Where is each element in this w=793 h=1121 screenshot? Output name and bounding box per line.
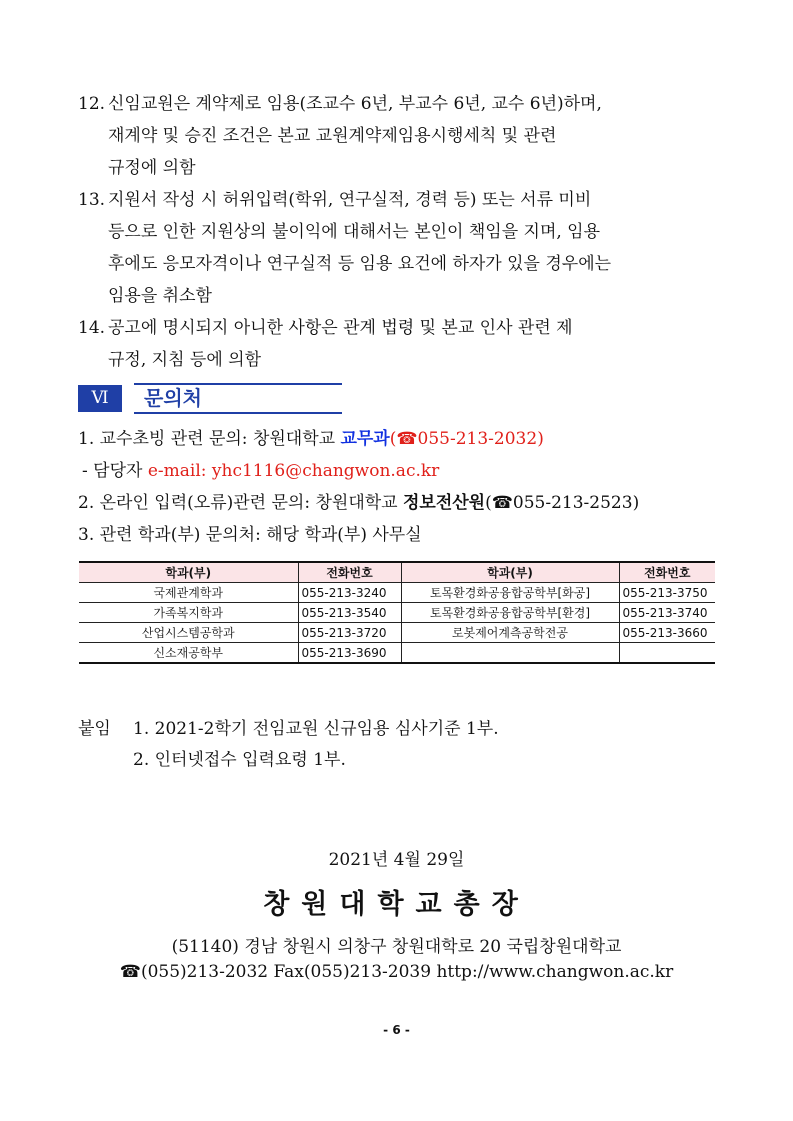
phone-cell: 055-213-3740 (619, 603, 715, 623)
department-cell: 토목환경화공융합공학부[화공] (401, 583, 619, 603)
issuer-contact: ☎(055)213-2032 Fax(055)213-2039 http://www.changwon.ac.kr (119, 962, 674, 982)
phone-cell (619, 643, 715, 664)
table-row (79, 643, 715, 664)
department-cell: 토목환경화공융합공학부[환경] (401, 603, 619, 623)
page-number: - 6 - (383, 1023, 410, 1037)
item-line: 임용을 취소함 (108, 286, 212, 306)
department-cell: 신소재공학부 (79, 643, 298, 664)
issue-date: 2021년 4월 29일 (328, 850, 465, 870)
phone-cell: 055-213-3720 (298, 623, 401, 643)
item-line: 지원서 작성 시 허위입력(학위, 연구실적, 경력 등) 또는 서류 미비 (108, 190, 592, 210)
column-header: 학과(부) (401, 562, 619, 583)
phone-cell: 055-213-3660 (619, 623, 715, 643)
department-cell: 국제관계학과 (79, 583, 298, 603)
contact-line-1 (78, 427, 544, 451)
column-header: 전화번호 (619, 562, 715, 583)
item-line: 등으로 인한 지원상의 불이익에 대해서는 본인이 책임을 지며, 임용 (108, 222, 601, 242)
contact-line-3: 3. 관련 학과(부) 문의처: 해당 학과(부) 사무실 (78, 525, 422, 545)
table-header-row (79, 562, 715, 583)
section-numeral: Ⅵ (78, 385, 122, 412)
column-header: 전화번호 (298, 562, 401, 583)
attachments-label: 붙임 (78, 719, 111, 739)
contact-line-2 (78, 491, 639, 515)
item-number: 14. (78, 318, 106, 338)
item-line: 공고에 명시되지 아니한 사항은 관계 법령 및 본교 인사 관련 제 (108, 318, 573, 338)
contact-line-1b (82, 459, 439, 483)
department-cell: 로봇제어계측공학전공 (401, 623, 619, 643)
item-line: 규정에 의함 (108, 158, 196, 178)
department-cell (401, 643, 619, 664)
section-rule-bottom (134, 412, 342, 414)
phone-cell: 055-213-3750 (619, 583, 715, 603)
item-number: 12. (78, 94, 106, 114)
table-row (79, 603, 715, 623)
column-header: 학과(부) (79, 562, 298, 583)
item-line: 규정, 지침 등에 의함 (108, 350, 261, 370)
phone-cell: 055-213-3540 (298, 603, 401, 623)
item-line: 후에도 응모자격이나 연구실적 등 임용 요건에 하자가 있을 경우에는 (108, 254, 612, 274)
issuer-address: (51140) 경남 창원시 의창구 창원대학로 20 국립창원대학교 (171, 937, 622, 957)
phone-cell: 055-213-3690 (298, 643, 401, 664)
it-center-dept: 정보전산원 (402, 493, 486, 513)
item-line: 재계약 및 승진 조건은 본교 교원계약제임용시행세칙 및 관련 (108, 126, 557, 146)
department-contacts-table (79, 561, 715, 664)
section-header (78, 381, 342, 415)
item-number: 13. (78, 190, 106, 210)
table-row (79, 623, 715, 643)
contact-line-2-prefix: 2. 온라인 입력(오류)관련 문의: 창원대학교 (78, 493, 403, 513)
table-row (79, 583, 715, 603)
issuer-title: 창원대학교총장 (263, 889, 530, 920)
attachment-item: 2. 인터넷접수 입력요령 1부. (133, 750, 346, 770)
department-cell: 산업시스템공학과 (79, 623, 298, 643)
contact-email[interactable]: e-mail: yhc1116@changwon.ac.kr (147, 461, 440, 481)
academic-affairs-phone: (☎055-213-2032) (389, 429, 544, 449)
item-line: 신임교원은 계약제로 임용(조교수 6년, 부교수 6년, 교수 6년)하며, (108, 94, 602, 114)
section-title: 문의처 (144, 386, 202, 410)
phone-cell: 055-213-3240 (298, 583, 401, 603)
attachment-item: 1. 2021-2학기 전임교원 신규임용 심사기준 1부. (133, 719, 499, 739)
contact-line-1-prefix: 1. 교수초빙 관련 문의: 창원대학교 (78, 429, 341, 449)
it-center-phone: (☎055-213-2523) (485, 493, 640, 513)
department-cell: 가족복지학과 (79, 603, 298, 623)
academic-affairs-dept: 교무과 (340, 429, 390, 449)
contact-person-prefix: - 담당자 (82, 461, 148, 481)
